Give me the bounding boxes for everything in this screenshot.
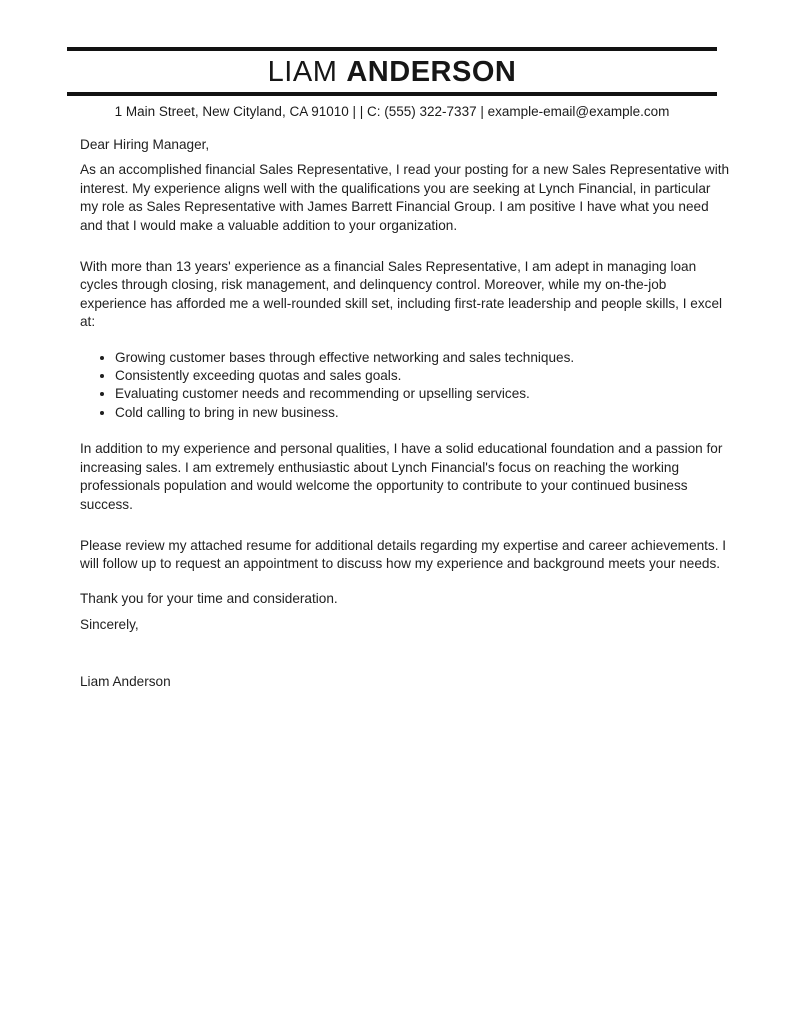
last-name-text: ANDERSON bbox=[346, 56, 517, 88]
contact-line: 1 Main Street, New Cityland, CA 91010 | | C: (555) 322-7337 | example-email@example.com bbox=[114, 104, 670, 119]
first-name-text: LIAM bbox=[267, 56, 338, 88]
paragraph-education: In addition to my experience and personal qualities, I have a solid educational foundation and a passion for increasing sales. I am extremely enthusiastic about Lynch Financial's focus on reaching the working professionals population and would welcome the opportunity to contribute to your continued business success. bbox=[80, 441, 723, 512]
skills-list-item: • Cold calling to bring in new business. bbox=[115, 404, 730, 422]
letterhead bbox=[67, 47, 717, 96]
skills-list-item: • Consistently exceeding quotas and sales goals. bbox=[115, 367, 730, 385]
salutation: Dear Hiring Manager, bbox=[80, 137, 210, 152]
paragraph-experience: With more than 13 years' experience as a financial Sales Representative, I am adept in managing loan cycles through closing, risk management, and delinquency control. Moreover, while my on-the-job experience has afforded me a well-rounded skill set, including first-rate leadership and people skills, I excel at: bbox=[80, 259, 723, 330]
signature-name: Liam Anderson bbox=[80, 673, 171, 689]
letter-body bbox=[80, 136, 730, 691]
bottom-rule-divider bbox=[67, 92, 717, 96]
name-heading bbox=[67, 51, 717, 92]
skills-list-item: • Growing customer bases through effective networking and sales techniques. bbox=[115, 349, 730, 367]
skills-list-item: • Evaluating customer needs and recommending or upselling services. bbox=[115, 385, 730, 403]
paragraph-intro: As an accomplished financial Sales Representative, I read your posting for a new Sales Representative with interest. My experience aligns well with the qualifications you are seeking at Lynch Financial, in particular my role as Sales Representative with James Barrett Financial Group. I am positive I have what you need and that I would make a valuable addition to your organization. bbox=[80, 162, 730, 233]
paragraph-followup: Please review my attached resume for additional details regarding my expertise and career achievements. I will follow up to request an appointment to discuss how my experience and background meets your needs. bbox=[80, 537, 727, 572]
thank-you-line: Thank you for your time and consideration. bbox=[80, 590, 338, 606]
skills-list bbox=[80, 349, 730, 423]
sign-off: Sincerely, bbox=[80, 617, 139, 633]
